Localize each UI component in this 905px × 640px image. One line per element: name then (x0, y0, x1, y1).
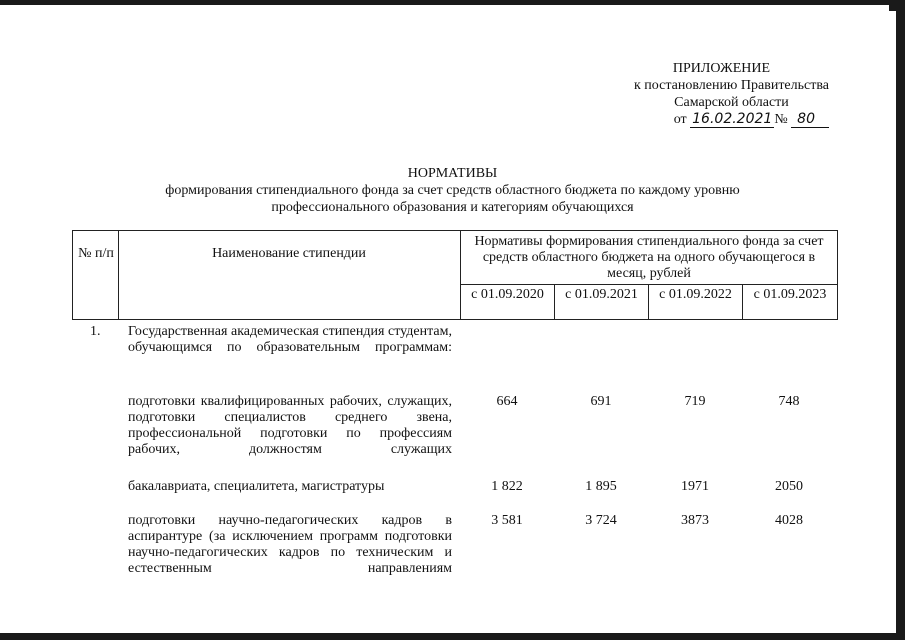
table-period-border (460, 284, 838, 285)
header-norms: Нормативы формирования стипендиального фонда за счет средств областного бюджета на одного обучающегося в месяц, рублей (474, 234, 824, 281)
scan-edge-bottom (0, 633, 905, 640)
section-name: Государственная академическая стипендия студентам, обучающимся по образовательным программам: (128, 324, 452, 355)
appendix-line-1: к постановлению Правительства (633, 78, 829, 93)
row-1-value-2021: 691 (590, 394, 612, 409)
row-3-value-2022: 3873 (681, 513, 709, 528)
row-1-name: подготовки квалифицированных рабочих, служащих, подготовки специалистов среднего звена, профессиональной подготовки по профессиям рабочих, должностям служащих (128, 394, 452, 457)
appendix-title: ПРИЛОЖЕНИЕ (672, 61, 771, 76)
header-period-2020: с 01.09.2020 (471, 287, 544, 302)
appendix-date-line (634, 111, 829, 128)
section-number: 1. (90, 324, 101, 339)
row-2-value-2023: 2050 (775, 479, 803, 494)
table-col-divider-2 (460, 230, 461, 320)
row-2-value-2021: 1 895 (585, 479, 617, 494)
header-period-2022: с 01.09.2022 (659, 287, 732, 302)
table-header-bottom-border (72, 319, 838, 320)
row-3-value-2020: 3 581 (491, 513, 523, 528)
row-2-value-2022: 1971 (681, 479, 709, 494)
row-3-value-2021: 3 724 (585, 513, 617, 528)
decree-number: 80 (791, 111, 829, 128)
heading-line-1: формирования стипендиального фонда за счет средств областного бюджета по каждому уровню (165, 183, 740, 198)
scan-edge-top (0, 0, 905, 5)
scan-edge-right (896, 0, 905, 640)
decree-date: 16.02.2021 (692, 111, 773, 127)
header-period-2021: с 01.09.2021 (565, 287, 638, 302)
row-1-value-2022: 719 (684, 394, 706, 409)
row-2-name: бакалавриата, специалитета, магистратуры (128, 479, 385, 494)
heading-title: НОРМАТИВЫ (407, 166, 498, 181)
row-3-value-2023: 4028 (775, 513, 803, 528)
row-1-value-2020: 664 (496, 394, 518, 409)
number-label: № (774, 112, 788, 127)
table-right-border (837, 230, 838, 320)
table-top-border (72, 230, 838, 231)
header-name: Наименование стипендии (212, 246, 366, 261)
header-number: № п/п (78, 246, 114, 261)
row-2-value-2020: 1 822 (491, 479, 523, 494)
appendix-block (634, 60, 829, 128)
header-period-2023: с 01.09.2023 (753, 287, 827, 302)
document-heading (100, 165, 805, 216)
table-left-border (72, 230, 73, 320)
heading-line-2: профессионального образования и категориям обучающихся (271, 200, 634, 215)
row-3-name: подготовки научно-педагогических кадров в аспирантуре (за исключением программ подготовки научно-педагогических кадров по техническим и естественным направлениям (128, 513, 452, 576)
from-label: от (673, 112, 687, 127)
row-1-value-2023: 748 (778, 394, 800, 409)
table-col-divider-1 (118, 230, 119, 320)
appendix-line-2: Самарской области (674, 95, 789, 110)
